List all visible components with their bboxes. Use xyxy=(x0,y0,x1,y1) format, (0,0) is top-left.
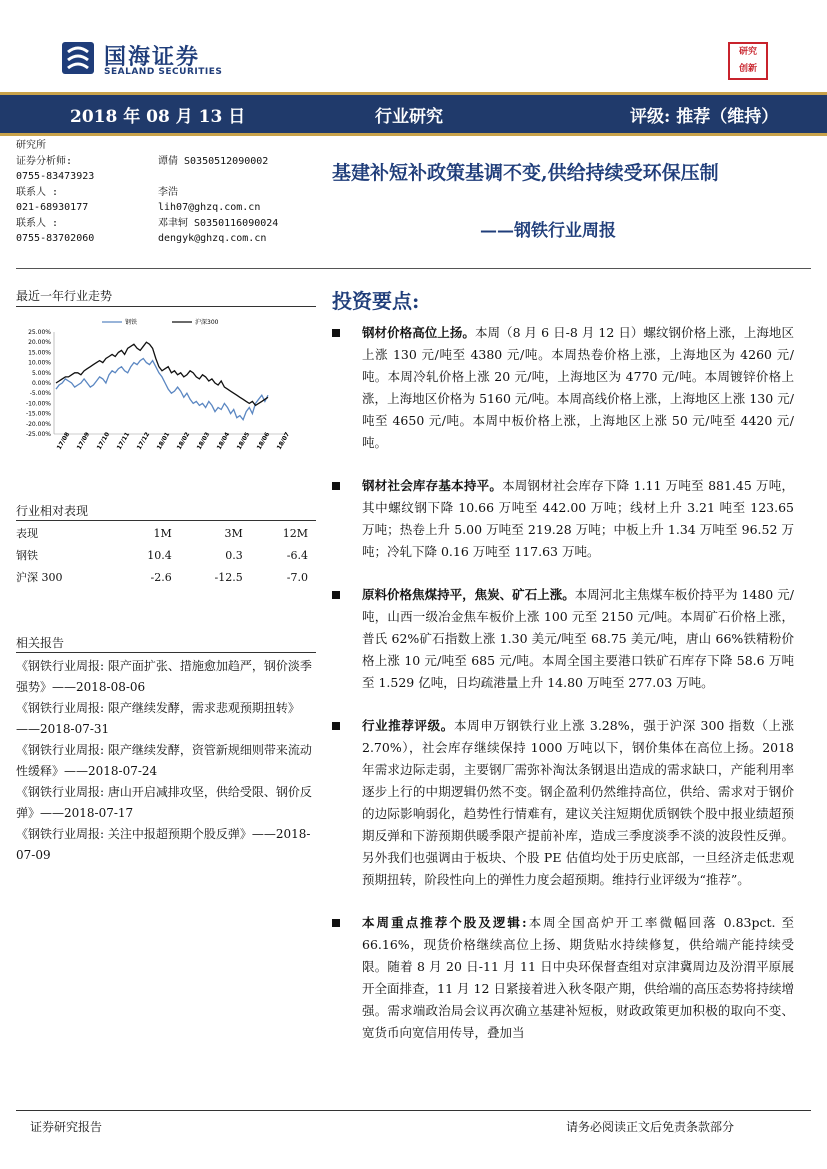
x-tick-label: 18/07 xyxy=(275,431,292,451)
reports-title: 相关报告 xyxy=(16,636,65,650)
y-tick-label: -25.00% xyxy=(25,431,51,438)
key-point-head: 原料价格焦煤持平，焦炭、矿石上涨。 xyxy=(362,587,575,602)
report-subtitle: ——钢铁行业周报 xyxy=(480,221,616,241)
trend-title: 最近一年行业走势 xyxy=(16,289,113,303)
perf-cell: 钢铁 xyxy=(16,549,38,562)
table-row xyxy=(16,566,316,588)
footer-right: 请务必阅读正文后免责条款部分 xyxy=(566,1120,735,1134)
chart-lines xyxy=(56,342,268,420)
y-tick-label: -5.00% xyxy=(29,390,51,398)
x-tick-label: 17/11 xyxy=(115,431,132,451)
x-tick-label: 18/06 xyxy=(255,431,272,451)
band-bottom-line xyxy=(0,133,827,136)
key-point-text: 本周申万钢铁行业上涨 3.28%，强于沪深 300 指数（上涨 2.70%），社会库存继续保持 1000 万吨以下，钢价集体在高位上扬。2018 年需求边际走弱，主要钢厂需弥补淘汰条钢退出造成的需求缺口，产能利用率逐步上行的中期逻辑仍然不变。钢企盈利仍然维持高位，供给、需求对于钢价的边际影响弱化，趋势性行情难有，建议关注短期优质钢铁个股中报业绩超预期反弹和下游预期供暖季限产提前补库，造成三季度淡季不淡的波段性反弹。另外我们也强调由于板块、个股 PE 估值均处于历史底部，一旦经济走低悲观预期扭转，阶段性向上的弹性力度会超预期。维持行业评级为“推荐”。 xyxy=(362,718,794,887)
key-point-head: 钢材价格高位上扬。 xyxy=(362,325,475,340)
perf-table xyxy=(16,522,316,588)
perf-header: 1M xyxy=(153,526,172,540)
perf-cell: -12.5 xyxy=(214,570,243,584)
meta-value: dengyk@ghzq.com.cn xyxy=(158,233,267,244)
y-tick-label: 10.00% xyxy=(28,359,51,367)
key-point-head: 行业推荐评级。 xyxy=(362,718,454,733)
perf-cell: 0.3 xyxy=(225,548,243,562)
key-point-item xyxy=(332,912,794,1044)
x-tick-label: 17/12 xyxy=(135,431,152,451)
meta-label: 联系人 : xyxy=(16,186,59,198)
related-report-link[interactable]: 《钢铁行业周报: 关注中报超预期个股反弹》——2018-07-09 xyxy=(16,827,311,862)
key-point-item xyxy=(332,475,794,563)
bullet-icon xyxy=(332,722,340,730)
industry-trend-chart xyxy=(14,314,294,464)
chart-legend xyxy=(102,318,219,326)
meta-value: 李浩 xyxy=(158,186,178,198)
sealand-logo-icon xyxy=(60,40,96,76)
meta-value: lih07@ghzq.com.cn xyxy=(158,202,261,213)
x-tick-label: 17/09 xyxy=(75,431,92,451)
related-report-link[interactable]: 《钢铁行业周报: 限产面扩张、措施愈加趋严，钢价淡季强势》——2018-08-06 xyxy=(16,659,312,694)
key-point-head: 本周重点推荐个股及逻辑: xyxy=(362,915,527,930)
seal-line-1: 研究 xyxy=(738,47,757,57)
meta-value: 谭倩 S0350512090002 xyxy=(158,155,269,167)
y-tick-label: -15.00% xyxy=(25,410,51,418)
perf-header: 3M xyxy=(224,526,243,540)
perf-cell: 沪深 300 xyxy=(16,571,63,584)
x-tick-label: 17/08 xyxy=(55,431,72,451)
footer-left: 证券研究报告 xyxy=(30,1120,103,1134)
y-tick-label: 25.00% xyxy=(28,329,51,336)
band-top-line xyxy=(0,92,827,95)
key-point-item xyxy=(332,715,794,891)
report-category: 行业研究 xyxy=(375,107,443,127)
chart-axes xyxy=(26,329,291,451)
bullet-icon xyxy=(332,591,340,599)
header-divider xyxy=(16,268,811,269)
key-point-item xyxy=(332,584,794,694)
y-tick-label: 0.00% xyxy=(31,380,51,387)
perf-cell: -2.6 xyxy=(150,570,172,584)
meta-label: 研究所 xyxy=(16,140,46,151)
bullet-icon xyxy=(332,919,340,927)
y-tick-label: -10.00% xyxy=(25,400,51,408)
perf-header: 表现 xyxy=(16,527,38,540)
bullet-icon xyxy=(332,329,340,337)
footer-divider xyxy=(16,1110,811,1111)
bullet-icon xyxy=(332,482,340,490)
research-seal xyxy=(728,42,768,80)
key-point-text: 本周钢材社会库存下降 1.11 万吨至 881.45 万吨，其中螺纹钢下降 10.66 万吨至 442.00 万吨；线材上升 3.21 吨至 123.65 万吨；热卷上升 5.00 万吨至 219.28 万吨；中板上升 1.34 万吨至 96.52 万吨；冷轧下降 0.16 万吨至 117.63 万吨。 xyxy=(362,478,794,559)
x-tick-label: 18/04 xyxy=(215,431,232,451)
logo-cn-text: 国海证券 xyxy=(104,45,201,70)
company-logo xyxy=(60,40,280,76)
reports-divider xyxy=(16,652,316,653)
x-tick-label: 18/02 xyxy=(175,431,192,451)
key-point-text: 本周全国高炉开工率微幅回落 0.83pct. 至 66.16%，现货价格继续高位上扬、期货贴水持续修复，供给端产能持续受限。随着 8 月 20 日-11 月 11 日中央环保督查组对京津冀周边及汾渭平原展开全面排查，11 月 12 日紧接着进入秋冬限产期，供给端的高压态势将持续增强。需求端政治局会议再次确立基建补短板，财政政策更加积极的取向不变、宽货币向宽信用传导，叠加当 xyxy=(362,915,794,1040)
key-point-text: 本周（8 月 6 日-8 月 12 日）螺纹钢价格上涨，上海地区上涨 130 元/吨至 4380 元/吨。本周热卷价格上涨，上海地区为 4260 元/吨。本周冷轧价格上涨 20 元/吨，上海地区为 4770 元/吨。本周镀锌价格上涨，上海地区价格为 5160 元/吨。本周高线价格上涨，上海地区上涨 130 元/吨至 4650 元/吨。本周中板价格上涨，上海地区上涨 50 元/吨至 4420 元/吨。 xyxy=(362,325,794,450)
perf-cell: 10.4 xyxy=(147,548,172,562)
related-report-link[interactable]: 《钢铁行业周报: 限产继续发酵，需求悲观预期扭转》——2018-07-31 xyxy=(16,701,300,736)
related-report-link[interactable]: 《钢铁行业周报: 限产继续发酵，资管新规细则带来流动性缓释》——2018-07-24 xyxy=(16,743,312,778)
y-tick-label: 5.00% xyxy=(31,369,51,377)
key-point-head: 钢材社会库存基本持平。 xyxy=(362,478,503,493)
series-line xyxy=(56,342,268,405)
perf-divider xyxy=(16,520,316,521)
report-rating: 评级: 推荐（维持） xyxy=(630,107,779,127)
meta-label: 0755-83702060 xyxy=(16,233,95,244)
seal-line-2: 创新 xyxy=(738,64,757,74)
key-point-item xyxy=(332,322,794,454)
meta-label: 0755-83473923 xyxy=(16,171,95,182)
meta-label: 联系人 : xyxy=(16,217,59,229)
perf-header-row xyxy=(16,522,316,544)
legend-label: 钢铁 xyxy=(125,319,138,326)
y-tick-label: 20.00% xyxy=(28,339,51,347)
key-points xyxy=(332,322,794,1065)
x-tick-label: 18/01 xyxy=(155,431,172,451)
report-date: 2018 年 08 月 13 日 xyxy=(70,107,246,127)
y-tick-label: 15.00% xyxy=(28,349,51,357)
legend-label: 沪深300 xyxy=(195,319,219,326)
table-row xyxy=(16,544,316,566)
x-tick-label: 17/10 xyxy=(95,431,112,451)
perf-cell: -6.4 xyxy=(286,548,308,562)
related-report-link[interactable]: 《钢铁行业周报: 唐山开启减排攻坚，供给受限、钢价反弹》——2018-07-17 xyxy=(16,785,312,820)
meta-value: 邓聿轲 S0350116090024 xyxy=(158,217,279,229)
perf-cell: -7.0 xyxy=(286,570,308,584)
perf-title: 行业相对表现 xyxy=(16,504,89,518)
meta-label: 证券分析师: xyxy=(16,155,73,167)
report-title: 基建补短补政策基调不变,供给持续受环保压制 xyxy=(332,162,719,184)
meta-label: 021-68930177 xyxy=(16,202,89,213)
logo-en-text: SEALAND SECURITIES xyxy=(104,67,223,77)
related-reports xyxy=(16,656,316,866)
x-tick-label: 18/05 xyxy=(235,431,252,451)
x-tick-label: 18/03 xyxy=(195,431,212,451)
perf-header: 12M xyxy=(282,526,308,540)
key-points-title: 投资要点: xyxy=(332,289,420,313)
y-tick-label: -20.00% xyxy=(25,420,51,428)
key-point-text: 本周河北主焦煤车板价持平为 1480 元/吨，山西一级冶金焦车板价上涨 100 元至 2150 元/吨。本周矿石价格上涨，普氏 62%矿石指数上涨 1.30 美元/吨至 68.75 美元/吨，唐山 66%铁精粉价格上涨 10 元/吨至 685 元/吨。本周全国主要港口铁矿石库存下降 58.6 万吨至 1.529 亿吨，日均疏港量上升 14.80 万吨至 277.03 万吨。 xyxy=(362,587,794,690)
trend-divider xyxy=(16,306,316,307)
